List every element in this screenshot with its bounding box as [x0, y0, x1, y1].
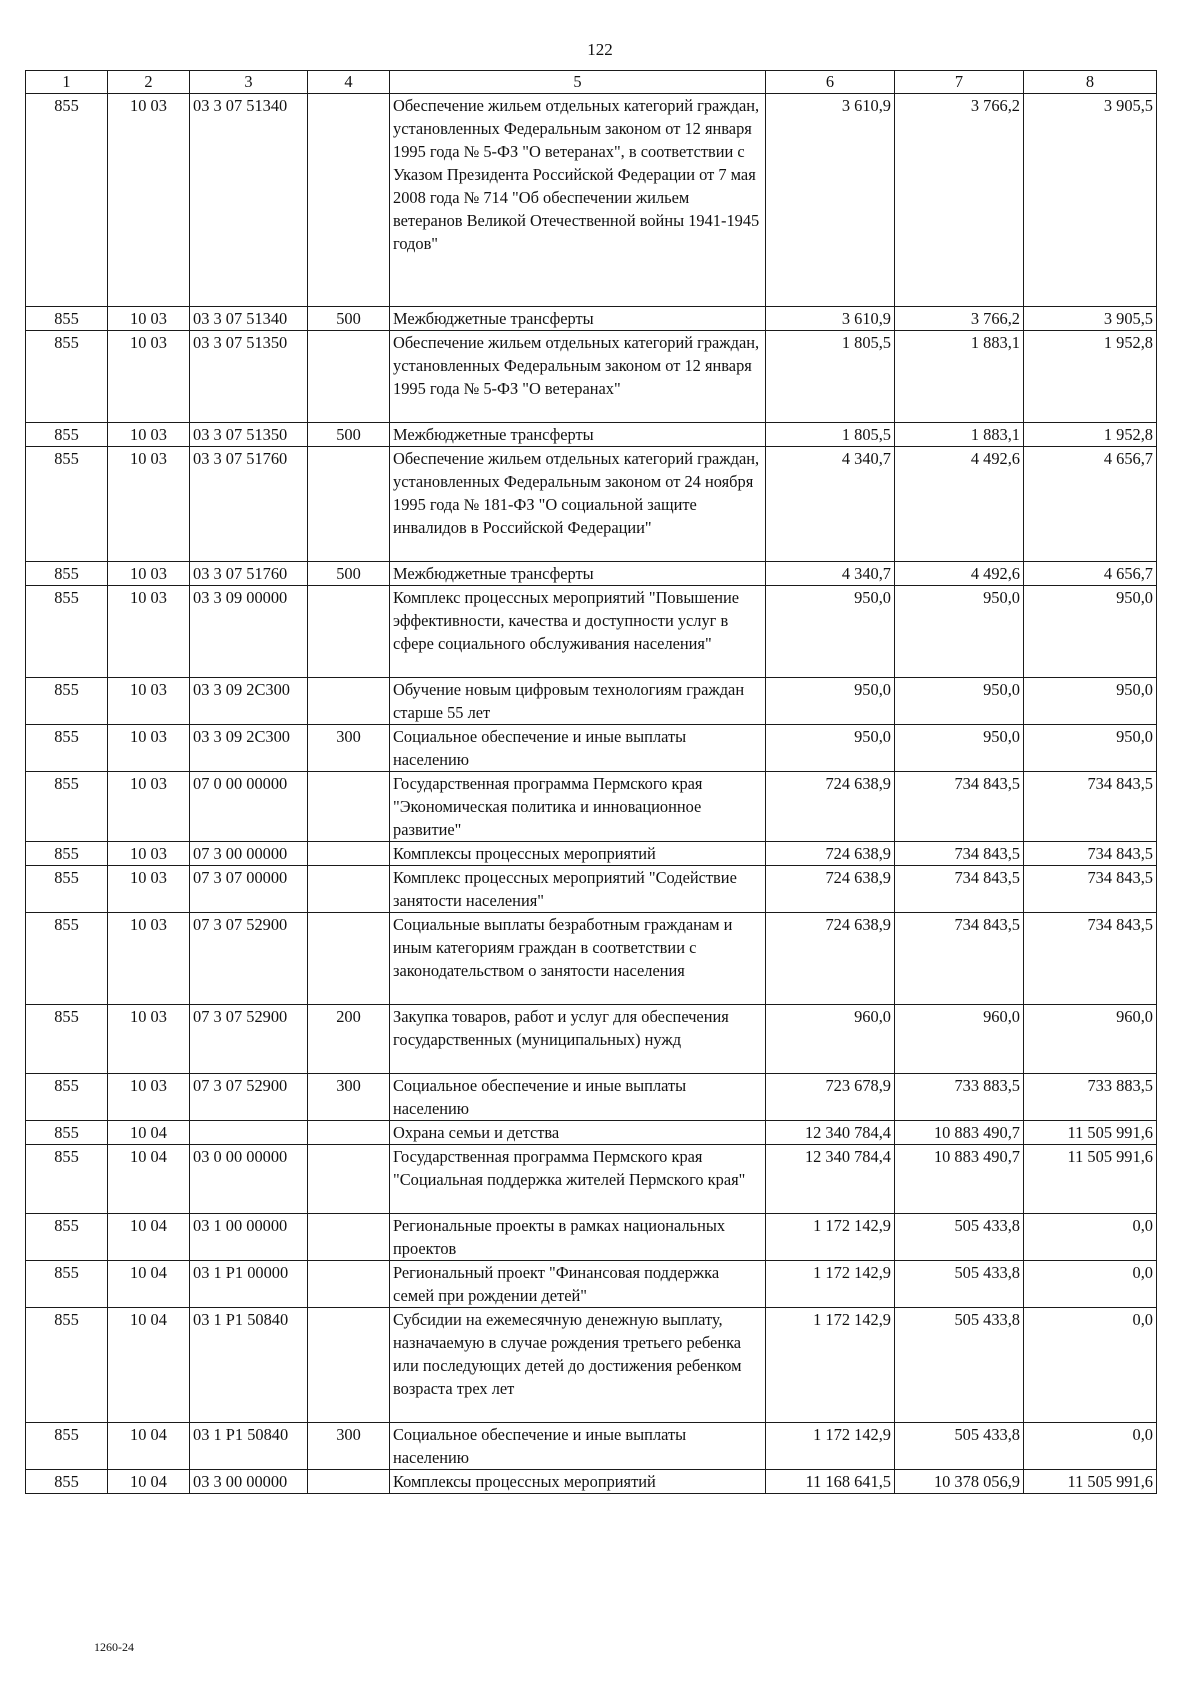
- row-amount-col8: 950,0: [1024, 725, 1157, 772]
- row-target-article: 07 3 00 00000: [190, 842, 308, 866]
- row-amount-col8: 0,0: [1024, 1308, 1157, 1423]
- row-grbs-code: 855: [26, 1261, 108, 1308]
- row-amount-col6: 724 638,9: [766, 913, 895, 1005]
- row-section-code: 10 03: [108, 725, 190, 772]
- row-amount-col7: 734 843,5: [895, 842, 1024, 866]
- table-row: [26, 1074, 1157, 1121]
- row-section-code: 10 03: [108, 586, 190, 678]
- row-description: Субсидии на ежемесячную денежную выплату, назначаемую в случае рождения третьего ребенка или последующих детей до достижения ребенком возраста трех лет: [390, 1308, 766, 1423]
- row-amount-col8: 0,0: [1024, 1214, 1157, 1261]
- row-amount-col6: 1 172 142,9: [766, 1261, 895, 1308]
- table-row: [26, 772, 1157, 842]
- row-description: Охрана семьи и детства: [390, 1121, 766, 1145]
- row-section-code: 10 03: [108, 307, 190, 331]
- column-header: 1: [26, 71, 108, 94]
- row-target-article: 03 1 Р1 50840: [190, 1423, 308, 1470]
- row-description: Обучение новым цифровым технологиям граждан старше 55 лет: [390, 678, 766, 725]
- row-description: Межбюджетные трансферты: [390, 423, 766, 447]
- column-header: 4: [308, 71, 390, 94]
- row-description: Комплекс процессных мероприятий "Содействие занятости населения": [390, 866, 766, 913]
- row-amount-col8: 11 505 991,6: [1024, 1145, 1157, 1214]
- row-section-code: 10 04: [108, 1308, 190, 1423]
- row-amount-col7: 950,0: [895, 725, 1024, 772]
- row-section-code: 10 03: [108, 1005, 190, 1074]
- row-amount-col8: 950,0: [1024, 678, 1157, 725]
- row-amount-col8: 734 843,5: [1024, 866, 1157, 913]
- row-description: Обеспечение жильем отдельных категорий граждан, установленных Федеральным законом от 24 ноября 1995 года № 181-ФЗ "О социальной защите инвалидов в Российской Федерации": [390, 447, 766, 562]
- row-grbs-code: 855: [26, 678, 108, 725]
- table-row: [26, 1470, 1157, 1494]
- row-target-article: 07 3 07 52900: [190, 1005, 308, 1074]
- row-amount-col6: 11 168 641,5: [766, 1470, 895, 1494]
- row-amount-col6: 1 172 142,9: [766, 1308, 895, 1423]
- row-expense-type: [308, 866, 390, 913]
- table-row: [26, 866, 1157, 913]
- row-section-code: 10 03: [108, 423, 190, 447]
- row-section-code: 10 03: [108, 866, 190, 913]
- row-amount-col6: 1 172 142,9: [766, 1423, 895, 1470]
- row-target-article: 07 3 07 52900: [190, 913, 308, 1005]
- row-amount-col7: 3 766,2: [895, 94, 1024, 307]
- row-grbs-code: 855: [26, 842, 108, 866]
- row-grbs-code: 855: [26, 94, 108, 307]
- row-target-article: 03 3 07 51340: [190, 307, 308, 331]
- table-row: [26, 1214, 1157, 1261]
- table-row: [26, 586, 1157, 678]
- row-amount-col8: 734 843,5: [1024, 772, 1157, 842]
- row-description: Межбюджетные трансферты: [390, 307, 766, 331]
- budget-table: [25, 70, 1157, 1494]
- row-amount-col8: 11 505 991,6: [1024, 1470, 1157, 1494]
- table-row: [26, 1423, 1157, 1470]
- row-grbs-code: 855: [26, 307, 108, 331]
- footer-code: 1260-24: [94, 1640, 134, 1654]
- row-section-code: 10 04: [108, 1145, 190, 1214]
- row-expense-type: [308, 842, 390, 866]
- row-amount-col7: 950,0: [895, 678, 1024, 725]
- row-target-article: 03 3 07 51760: [190, 447, 308, 562]
- row-grbs-code: 855: [26, 866, 108, 913]
- row-section-code: 10 04: [108, 1214, 190, 1261]
- row-amount-col8: 734 843,5: [1024, 842, 1157, 866]
- table-row: [26, 1121, 1157, 1145]
- row-section-code: 10 03: [108, 562, 190, 586]
- table-row: [26, 94, 1157, 307]
- row-section-code: 10 03: [108, 913, 190, 1005]
- row-expense-type: 500: [308, 307, 390, 331]
- row-amount-col6: 12 340 784,4: [766, 1121, 895, 1145]
- row-target-article: 07 3 07 52900: [190, 1074, 308, 1121]
- column-header: 6: [766, 71, 895, 94]
- row-amount-col8: 950,0: [1024, 586, 1157, 678]
- row-amount-col6: 4 340,7: [766, 447, 895, 562]
- row-section-code: 10 03: [108, 331, 190, 423]
- row-description: Комплексы процессных мероприятий: [390, 1470, 766, 1494]
- row-section-code: 10 03: [108, 1074, 190, 1121]
- table-row: [26, 1308, 1157, 1423]
- row-expense-type: [308, 1121, 390, 1145]
- row-amount-col6: 3 610,9: [766, 307, 895, 331]
- row-grbs-code: 855: [26, 423, 108, 447]
- row-amount-col6: 724 638,9: [766, 842, 895, 866]
- row-grbs-code: 855: [26, 331, 108, 423]
- row-grbs-code: 855: [26, 1423, 108, 1470]
- row-target-article: 03 1 Р1 50840: [190, 1308, 308, 1423]
- table-row: [26, 562, 1157, 586]
- table-row: [26, 678, 1157, 725]
- row-target-article: 07 0 00 00000: [190, 772, 308, 842]
- row-amount-col8: 4 656,7: [1024, 447, 1157, 562]
- row-section-code: 10 03: [108, 94, 190, 307]
- row-amount-col7: 505 433,8: [895, 1214, 1024, 1261]
- row-target-article: 03 0 00 00000: [190, 1145, 308, 1214]
- table-row: [26, 331, 1157, 423]
- table-row: [26, 1261, 1157, 1308]
- row-amount-col8: 0,0: [1024, 1261, 1157, 1308]
- row-section-code: 10 03: [108, 678, 190, 725]
- row-expense-type: [308, 331, 390, 423]
- row-amount-col8: 734 843,5: [1024, 913, 1157, 1005]
- row-amount-col6: 4 340,7: [766, 562, 895, 586]
- row-target-article: 03 3 07 51340: [190, 94, 308, 307]
- row-expense-type: [308, 1308, 390, 1423]
- row-description: Социальные выплаты безработным гражданам и иным категориям граждан в соответствии с законодательством о занятости населения: [390, 913, 766, 1005]
- row-amount-col8: 3 905,5: [1024, 307, 1157, 331]
- row-amount-col6: 1 805,5: [766, 331, 895, 423]
- row-amount-col7: 1 883,1: [895, 423, 1024, 447]
- row-amount-col6: 1 172 142,9: [766, 1214, 895, 1261]
- column-header: 5: [390, 71, 766, 94]
- row-target-article: 03 3 07 51350: [190, 331, 308, 423]
- row-target-article: 03 3 09 00000: [190, 586, 308, 678]
- row-grbs-code: 855: [26, 913, 108, 1005]
- row-grbs-code: 855: [26, 586, 108, 678]
- page-number: 122: [587, 40, 613, 59]
- row-amount-col8: 4 656,7: [1024, 562, 1157, 586]
- table-row: [26, 842, 1157, 866]
- row-expense-type: 300: [308, 725, 390, 772]
- row-section-code: 10 04: [108, 1423, 190, 1470]
- row-description: Комплекс процессных мероприятий "Повышение эффективности, качества и доступности услуг в сфере социального обслуживания населения": [390, 586, 766, 678]
- row-expense-type: 500: [308, 562, 390, 586]
- row-amount-col8: 733 883,5: [1024, 1074, 1157, 1121]
- row-target-article: 03 3 09 2С300: [190, 725, 308, 772]
- table-row: [26, 725, 1157, 772]
- row-description: Социальное обеспечение и иные выплаты населению: [390, 725, 766, 772]
- row-amount-col7: 10 883 490,7: [895, 1121, 1024, 1145]
- table-row: [26, 447, 1157, 562]
- row-description: Социальное обеспечение и иные выплаты населению: [390, 1423, 766, 1470]
- row-amount-col6: 950,0: [766, 725, 895, 772]
- column-header: 2: [108, 71, 190, 94]
- row-target-article: 07 3 07 00000: [190, 866, 308, 913]
- row-amount-col7: 4 492,6: [895, 447, 1024, 562]
- row-expense-type: 300: [308, 1074, 390, 1121]
- row-amount-col7: 4 492,6: [895, 562, 1024, 586]
- row-grbs-code: 855: [26, 447, 108, 562]
- row-expense-type: [308, 1214, 390, 1261]
- row-description: Закупка товаров, работ и услуг для обеспечения государственных (муниципальных) нужд: [390, 1005, 766, 1074]
- row-target-article: 03 3 09 2С300: [190, 678, 308, 725]
- row-expense-type: [308, 1145, 390, 1214]
- row-grbs-code: 855: [26, 1470, 108, 1494]
- table-row: [26, 1005, 1157, 1074]
- row-section-code: 10 04: [108, 1470, 190, 1494]
- row-amount-col7: 733 883,5: [895, 1074, 1024, 1121]
- row-amount-col7: 960,0: [895, 1005, 1024, 1074]
- row-target-article: 03 3 07 51350: [190, 423, 308, 447]
- row-description: Межбюджетные трансферты: [390, 562, 766, 586]
- row-amount-col7: 10 378 056,9: [895, 1470, 1024, 1494]
- row-grbs-code: 855: [26, 772, 108, 842]
- row-expense-type: [308, 678, 390, 725]
- row-amount-col7: 505 433,8: [895, 1308, 1024, 1423]
- row-expense-type: [308, 94, 390, 307]
- table-row: [26, 307, 1157, 331]
- row-section-code: 10 04: [108, 1121, 190, 1145]
- row-amount-col6: 950,0: [766, 678, 895, 725]
- column-header: 3: [190, 71, 308, 94]
- row-amount-col6: 723 678,9: [766, 1074, 895, 1121]
- row-target-article: [190, 1121, 308, 1145]
- table-row: [26, 423, 1157, 447]
- header-row: [26, 71, 1157, 94]
- row-target-article: 03 3 00 00000: [190, 1470, 308, 1494]
- row-amount-col6: 1 805,5: [766, 423, 895, 447]
- row-description: Региональный проект "Финансовая поддержка семей при рождении детей": [390, 1261, 766, 1308]
- row-expense-type: [308, 1470, 390, 1494]
- row-grbs-code: 855: [26, 725, 108, 772]
- row-expense-type: [308, 772, 390, 842]
- row-amount-col8: 11 505 991,6: [1024, 1121, 1157, 1145]
- row-amount-col8: 1 952,8: [1024, 331, 1157, 423]
- row-amount-col7: 734 843,5: [895, 772, 1024, 842]
- row-amount-col6: 950,0: [766, 586, 895, 678]
- row-amount-col8: 0,0: [1024, 1423, 1157, 1470]
- row-amount-col6: 960,0: [766, 1005, 895, 1074]
- row-expense-type: [308, 447, 390, 562]
- row-section-code: 10 03: [108, 447, 190, 562]
- row-grbs-code: 855: [26, 1308, 108, 1423]
- row-amount-col7: 1 883,1: [895, 331, 1024, 423]
- row-description: Государственная программа Пермского края "Экономическая политика и инновационное развитие": [390, 772, 766, 842]
- row-description: Социальное обеспечение и иные выплаты населению: [390, 1074, 766, 1121]
- row-grbs-code: 855: [26, 562, 108, 586]
- table-row: [26, 1145, 1157, 1214]
- table-row: [26, 913, 1157, 1005]
- column-header: 8: [1024, 71, 1157, 94]
- row-grbs-code: 855: [26, 1145, 108, 1214]
- table-body: [26, 94, 1157, 1494]
- row-amount-col7: 3 766,2: [895, 307, 1024, 331]
- row-grbs-code: 855: [26, 1005, 108, 1074]
- row-section-code: 10 04: [108, 1261, 190, 1308]
- row-expense-type: [308, 1261, 390, 1308]
- row-amount-col7: 950,0: [895, 586, 1024, 678]
- row-description: Комплексы процессных мероприятий: [390, 842, 766, 866]
- column-header: 7: [895, 71, 1024, 94]
- row-amount-col6: 724 638,9: [766, 772, 895, 842]
- row-amount-col8: 3 905,5: [1024, 94, 1157, 307]
- row-section-code: 10 03: [108, 772, 190, 842]
- row-expense-type: 500: [308, 423, 390, 447]
- row-amount-col8: 1 952,8: [1024, 423, 1157, 447]
- row-amount-col7: 734 843,5: [895, 866, 1024, 913]
- row-description: Государственная программа Пермского края "Социальная поддержка жителей Пермского края": [390, 1145, 766, 1214]
- row-amount-col6: 724 638,9: [766, 866, 895, 913]
- row-amount-col7: 10 883 490,7: [895, 1145, 1024, 1214]
- row-target-article: 03 3 07 51760: [190, 562, 308, 586]
- row-grbs-code: 855: [26, 1121, 108, 1145]
- row-amount-col7: 505 433,8: [895, 1423, 1024, 1470]
- row-description: Региональные проекты в рамках национальных проектов: [390, 1214, 766, 1261]
- row-amount-col6: 3 610,9: [766, 94, 895, 307]
- row-amount-col7: 505 433,8: [895, 1261, 1024, 1308]
- row-amount-col7: 734 843,5: [895, 913, 1024, 1005]
- row-expense-type: 300: [308, 1423, 390, 1470]
- row-amount-col8: 960,0: [1024, 1005, 1157, 1074]
- row-amount-col6: 12 340 784,4: [766, 1145, 895, 1214]
- row-grbs-code: 855: [26, 1214, 108, 1261]
- row-description: Обеспечение жильем отдельных категорий граждан, установленных Федеральным законом от 12 января 1995 года № 5-ФЗ "О ветеранах", в соответствии с Указом Президента Российской Федерации от 7 мая 2008 года № 714 "Об обеспечении жильем ветеранов Великой Отечественной войны 1941-1945 годов": [390, 94, 766, 307]
- row-description: Обеспечение жильем отдельных категорий граждан, установленных Федеральным законом от 12 января 1995 года № 5-ФЗ "О ветеранах": [390, 331, 766, 423]
- row-target-article: 03 1 00 00000: [190, 1214, 308, 1261]
- row-expense-type: [308, 913, 390, 1005]
- row-expense-type: [308, 586, 390, 678]
- row-target-article: 03 1 Р1 00000: [190, 1261, 308, 1308]
- row-expense-type: 200: [308, 1005, 390, 1074]
- row-grbs-code: 855: [26, 1074, 108, 1121]
- row-section-code: 10 03: [108, 842, 190, 866]
